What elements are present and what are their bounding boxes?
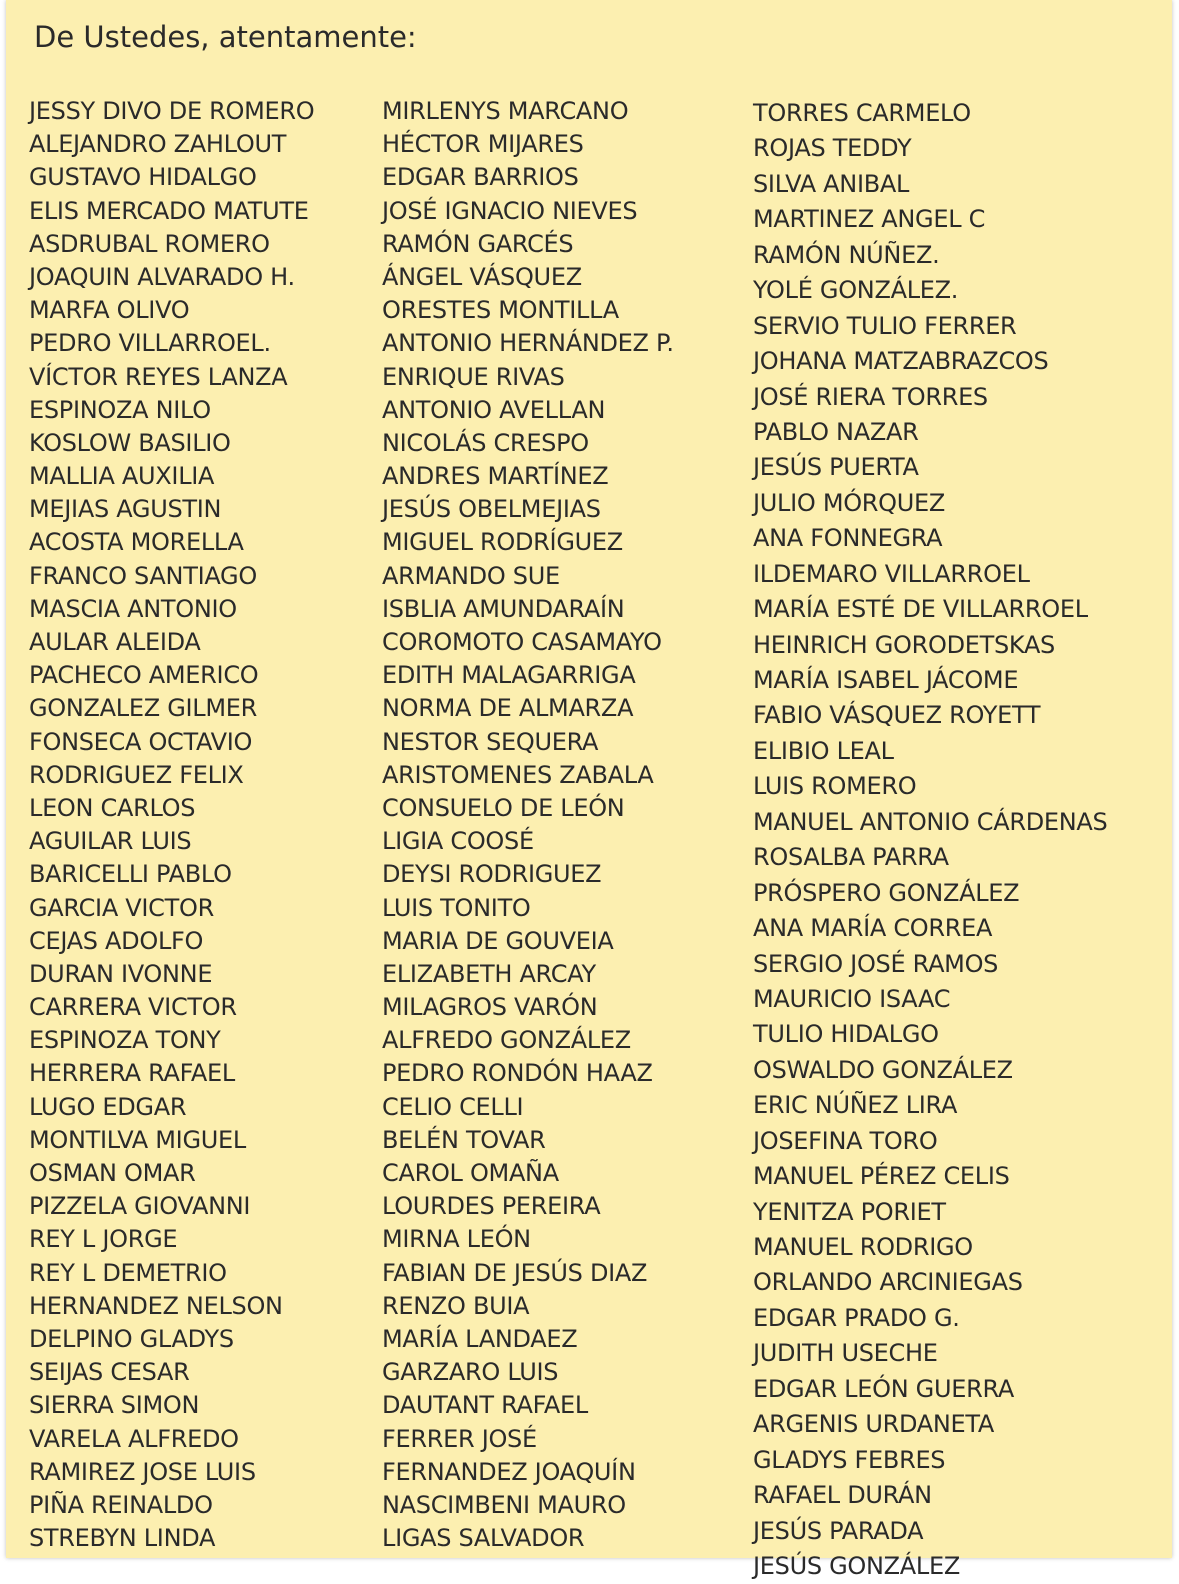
signatory-name: MARFA OLIVO (29, 296, 190, 325)
signatory-name: YOLÉ GONZÁLEZ. (753, 276, 959, 305)
signatory-name: TORRES CARMELO (753, 99, 971, 127)
signatory-name: MILAGROS VARÓN (382, 993, 598, 1022)
signatory-name: LUGO EDGAR (29, 1092, 187, 1121)
signatory-name: LIGIA COOSÉ (382, 827, 534, 856)
signatory-name: FABIO VÁSQUEZ ROYETT (753, 701, 1041, 730)
signatory-name: AGUILAR LUIS (29, 827, 192, 856)
letter-page (6, 0, 1172, 1580)
signatory-name: JESÚS PARADA (753, 1516, 924, 1545)
signatory-name: FERNANDEZ JOAQUÍN (382, 1457, 636, 1486)
signatory-name: ISBLIA AMUNDARAÍN (382, 594, 625, 623)
signatory-name: ANDRES MARTÍNEZ (382, 462, 609, 491)
signatory-name: ALFREDO GONZÁLEZ (382, 1026, 631, 1055)
signatory-name: ERIC NÚÑEZ LIRA (753, 1091, 958, 1120)
signatory-name: GLADYS FEBRES (753, 1445, 946, 1474)
signatory-name: MIGUEL RODRÍGUEZ (382, 528, 623, 557)
signatory-name: RENZO BUIA (382, 1291, 530, 1320)
signatory-name: PIZZELA GIOVANNI (29, 1192, 251, 1221)
signatory-name: TULIO HIDALGO (753, 1020, 939, 1049)
signatory-name: MARÍA ISABEL JÁCOME (753, 666, 1019, 694)
signatory-name: LUIS TONITO (382, 893, 531, 922)
signatory-name: ORESTES MONTILLA (382, 296, 619, 325)
signatory-name: LEON CARLOS (29, 793, 196, 822)
signatory-name: OSMAN OMAR (29, 1159, 196, 1187)
signatory-name: ANTONIO AVELLAN (382, 395, 606, 424)
signatory-name: MAURICIO ISAAC (753, 984, 951, 1013)
signatory-name: ARMANDO SUE (382, 561, 560, 590)
signatory-name: AULAR ALEIDA (29, 628, 201, 656)
signatory-name: VÍCTOR REYES LANZA (29, 362, 288, 391)
signatory-name: NASCIMBENI MAURO (382, 1490, 626, 1519)
signatory-name: MIRLENYS MARCANO (382, 97, 629, 125)
signatory-name: MIRNA LEÓN (382, 1225, 531, 1254)
signatory-name: VARELA ALFREDO (29, 1424, 239, 1453)
signatory-name: ARGENIS URDANETA (753, 1410, 995, 1439)
signatory-name: LIGAS SALVADOR (382, 1524, 585, 1553)
signatory-name: ACOSTA MORELLA (29, 528, 244, 557)
signatory-name: EDGAR BARRIOS (382, 163, 579, 192)
signatory-name: MALLIA AUXILIA (29, 462, 215, 491)
signatory-name: JESSY DIVO DE ROMERO (29, 97, 315, 125)
signatory-name: MARTINEZ ANGEL C (753, 205, 986, 234)
signatory-name: ARISTOMENES ZABALA (382, 760, 654, 789)
signatory-name: SEIJAS CESAR (29, 1358, 190, 1387)
signatory-name: PABLO NAZAR (753, 417, 919, 446)
signatory-name: PRÓSPERO GONZÁLEZ (753, 878, 1020, 907)
signatory-name: DEYSI RODRIGUEZ (382, 860, 602, 889)
signatory-name: HERNANDEZ NELSON (29, 1291, 283, 1320)
signatory-name: PACHECO AMERICO (29, 661, 259, 690)
signatory-name: ELIBIO LEAL (753, 736, 894, 765)
signatory-name: ROJAS TEDDY (753, 134, 912, 163)
signatory-name: LUIS ROMERO (753, 772, 917, 801)
signatory-name: ESPINOZA TONY (29, 1026, 221, 1055)
signatory-name: PEDRO VILLARROEL. (29, 329, 271, 358)
signatory-name: GUSTAVO HIDALGO (29, 163, 257, 192)
signatory-name: CELIO CELLI (382, 1092, 524, 1121)
signatory-name: MANUEL ANTONIO CÁRDENAS (753, 807, 1108, 836)
signatory-name: FONSECA OCTAVIO (29, 727, 253, 756)
signatory-name: MEJIAS AGUSTIN (29, 495, 222, 524)
signatory-name: FABIAN DE JESÚS DIAZ (382, 1258, 648, 1287)
signatory-name: RAMÓN GARCÉS (382, 229, 574, 258)
signatories-column-1 (29, 95, 314, 1555)
closing-greeting: De Ustedes, atentamente: (34, 20, 417, 54)
signatory-name: JOHANA MATZABRAZCOS (753, 347, 1049, 376)
signatory-name: JESÚS GONZÁLEZ (753, 1551, 960, 1580)
signatory-name: HÉCTOR MIJARES (382, 130, 584, 159)
signatory-name: GARZARO LUIS (382, 1358, 559, 1387)
signatory-name: PIÑA REINALDO (29, 1490, 213, 1519)
signatory-name: ANA MARÍA CORREA (753, 914, 993, 943)
signatory-name: ASDRUBAL ROMERO (29, 229, 270, 258)
signatory-name: NORMA DE ALMARZA (382, 694, 634, 723)
signatory-name: SIERRA SIMON (29, 1391, 200, 1420)
signatory-name: ELIZABETH ARCAY (382, 959, 596, 988)
signatory-name: COROMOTO CASAMAYO (382, 628, 662, 656)
signatory-name: STREBYN LINDA (29, 1524, 216, 1553)
signatory-name: MANUEL PÉREZ CELIS (753, 1162, 1010, 1191)
signatory-name: PEDRO RONDÓN HAAZ (382, 1059, 653, 1088)
signatory-name: DELPINO GLADYS (29, 1324, 234, 1353)
signatory-name: ÁNGEL VÁSQUEZ (382, 262, 582, 291)
signatory-name: GONZALEZ GILMER (29, 694, 258, 723)
signatory-name: JOSÉ IGNACIO NIEVES (382, 196, 638, 225)
signatory-name: RAFAEL DURÁN (753, 1481, 932, 1510)
signatory-name: EDGAR PRADO G. (753, 1303, 960, 1332)
signatory-name: EDGAR LEÓN GUERRA (753, 1374, 1014, 1403)
signatory-name: OSWALDO GONZÁLEZ (753, 1055, 1013, 1084)
signatory-name: EDITH MALAGARRIGA (382, 661, 636, 690)
signatory-name: JOSEFINA TORO (753, 1126, 938, 1155)
signatory-name: NICOLÁS CRESPO (382, 428, 589, 457)
signatory-name: ESPINOZA NILO (29, 395, 211, 424)
signatory-name: ENRIQUE RIVAS (382, 362, 565, 391)
signatory-name: JESÚS PUERTA (753, 453, 919, 482)
signatory-name: CEJAS ADOLFO (29, 926, 204, 955)
signatory-name: FERRER JOSÉ (382, 1424, 537, 1453)
signatory-name: ROSALBA PARRA (753, 843, 949, 872)
signatories-column-3 (753, 96, 1107, 1584)
signatory-name: FRANCO SANTIAGO (29, 561, 257, 590)
signatory-name: NESTOR SEQUERA (382, 727, 599, 756)
signatory-name: MARIA DE GOUVEIA (382, 926, 614, 955)
signatory-name: DURAN IVONNE (29, 959, 213, 988)
signatory-name: MONTILVA MIGUEL (29, 1125, 246, 1154)
signatory-name: SERVIO TULIO FERRER (753, 311, 1017, 340)
signatory-name: CAROL OMAÑA (382, 1159, 559, 1187)
signatory-name: MARÍA ESTÉ DE VILLARROEL (753, 595, 1088, 624)
signatory-name: JOAQUIN ALVARADO H. (29, 262, 295, 291)
signatory-name: JULIO MÓRQUEZ (753, 488, 946, 517)
signatory-name: BARICELLI PABLO (29, 860, 232, 889)
signatory-name: REY L DEMETRIO (29, 1258, 227, 1287)
signatory-name: LOURDES PEREIRA (382, 1192, 601, 1221)
signatory-name: BELÉN TOVAR (382, 1125, 546, 1154)
signatory-name: SERGIO JOSÉ RAMOS (753, 949, 999, 978)
signatory-name: ELIS MERCADO MATUTE (29, 196, 309, 225)
signatory-name: HERRERA RAFAEL (29, 1059, 235, 1088)
signatory-name: JOSÉ RIERA TORRES (753, 382, 988, 411)
signatory-name: KOSLOW BASILIO (29, 428, 231, 457)
signatory-name: MANUEL RODRIGO (753, 1233, 973, 1261)
signatory-name: ANTONIO HERNÁNDEZ P. (382, 329, 674, 358)
signatory-name: HEINRICH GORODETSKAS (753, 630, 1055, 659)
signatory-name: ORLANDO ARCINIEGAS (753, 1268, 1023, 1297)
signatory-name: YENITZA PORIET (753, 1197, 946, 1226)
signatory-name: DAUTANT RAFAEL (382, 1391, 588, 1420)
signatory-name: GARCIA VICTOR (29, 893, 214, 922)
signatories-column-2 (382, 95, 674, 1555)
signatory-name: JESÚS OBELMEJIAS (382, 495, 601, 524)
signatory-name: CARRERA VICTOR (29, 993, 237, 1022)
signatory-name: RODRIGUEZ FELIX (29, 760, 244, 789)
signatory-name: ANA FONNEGRA (753, 524, 943, 553)
signatory-name: CONSUELO DE LEÓN (382, 793, 625, 822)
signatory-name: REY L JORGE (29, 1225, 178, 1254)
signatory-name: MARÍA LANDAEZ (382, 1324, 578, 1353)
signatory-name: RAMIREZ JOSE LUIS (29, 1457, 256, 1486)
signatory-name: MASCIA ANTONIO (29, 594, 237, 623)
signatory-name: SILVA ANIBAL (753, 169, 910, 198)
signatory-name: RAMÓN NÚÑEZ. (753, 240, 940, 269)
signatory-name: ILDEMARO VILLARROEL (753, 559, 1030, 588)
signatory-name: JUDITH USECHE (753, 1339, 938, 1368)
signatory-name: ALEJANDRO ZAHLOUT (29, 130, 287, 159)
